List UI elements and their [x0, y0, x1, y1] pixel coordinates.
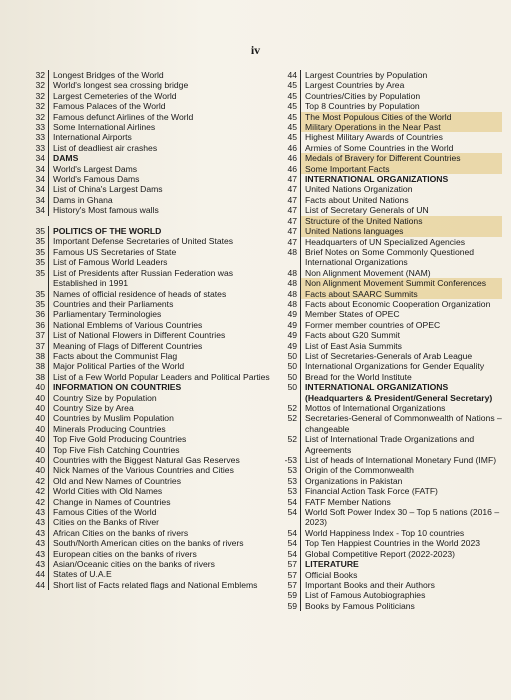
toc-entry-title: Names of official residence of heads of states	[48, 289, 270, 299]
toc-entry-title: Countries/Cities by Population	[300, 91, 502, 101]
toc-page-number: 54	[287, 527, 297, 538]
toc-page-number: 36	[35, 319, 45, 330]
toc-entry-title: Change in Names of Countries	[48, 497, 270, 507]
toc-page-number: 43	[35, 559, 45, 570]
toc-entry-title: Financial Action Task Force (FATF)	[300, 486, 502, 496]
toc-entry	[30, 132, 270, 142]
toc-section-heading	[282, 174, 502, 184]
toc-page-number: 38	[35, 371, 45, 382]
toc-entry-title: Major Political Parties of the World	[48, 361, 270, 371]
toc-entry	[30, 289, 270, 299]
toc-entry-title: Brief Notes on Some Commonly Questioned International Organizations	[300, 247, 502, 268]
toc-entry-title: List of heads of International Monetary Fund (IMF)	[300, 455, 502, 465]
toc-entry-title: Longest Bridges of the World	[48, 70, 270, 80]
toc-entry-title: List of International Trade Organizations and Agreements	[300, 434, 502, 455]
toc-entry-title: Books by Famous Politicians	[300, 601, 502, 611]
toc-entry-title: World's Famous Dams	[48, 174, 270, 184]
toc-page-number: 53	[287, 465, 297, 476]
toc-entry-title: Origin of the Commonwealth	[300, 465, 502, 475]
toc-page-number: 44	[35, 569, 45, 580]
toc-entry	[282, 434, 502, 455]
toc-page-number: 35	[35, 298, 45, 309]
toc-page-number: 59	[287, 600, 297, 611]
toc-page-number: 50	[287, 361, 297, 372]
toc-page-number: 47	[287, 215, 297, 226]
toc-entry	[282, 278, 502, 288]
page-number: iv	[250, 43, 261, 57]
toc-entry	[282, 289, 502, 299]
toc-entry-title: United Nations Organization	[300, 184, 502, 194]
toc-entry-title: Former member countries of OPEC	[300, 320, 502, 330]
toc-entry	[30, 476, 270, 486]
toc-entry-title: National Emblems of Various Countries	[48, 320, 270, 330]
toc-entry-title: Some International Airlines	[48, 122, 270, 132]
toc-entry-title: List of National Flowers in Different Countries	[48, 330, 270, 340]
toc-page-number: 40	[35, 423, 45, 434]
toc-page-number: 49	[287, 319, 297, 330]
toc-page-number: 40	[35, 434, 45, 445]
toc-entry	[282, 341, 502, 351]
toc-entry-title: World's Largest Dams	[48, 164, 270, 174]
toc-page-number: 47	[287, 184, 297, 195]
toc-entry-title: Country Size by Area	[48, 403, 270, 413]
toc-entry-title: List of Secretaries-Generals of Arab League	[300, 351, 502, 361]
toc-page-number: 32	[35, 111, 45, 122]
toc-entry-title: Some Important Facts	[300, 164, 502, 174]
toc-page-number: 35	[35, 288, 45, 299]
toc-entry-title: History's Most famous walls	[48, 205, 270, 215]
toc-entry-title: Facts about SAARC Summits	[300, 289, 502, 299]
toc-entry-title: Facts about G20 Summit	[300, 330, 502, 340]
toc-page-number: 57	[287, 569, 297, 580]
toc-entry-title: Top Five Fish Catching Countries	[48, 445, 270, 455]
toc-page-number: 37	[35, 340, 45, 351]
toc-entry-title: Largest Cemeteries of the World	[48, 91, 270, 101]
toc-page-number: 52	[287, 413, 297, 424]
toc-page-number: 40	[35, 382, 45, 393]
toc-entry-title: Cities on the Banks of River	[48, 517, 270, 527]
toc-page-number: 40	[35, 413, 45, 424]
toc-entry-title: INTERNATIONAL ORGANIZATIONS	[300, 174, 502, 184]
toc-entry-title: INFORMATION ON COUNTRIES	[48, 382, 270, 392]
toc-entry	[282, 476, 502, 486]
toc-entry-title: List of Presidents after Russian Federation was Established in 1991	[48, 268, 270, 289]
toc-page-number: 53	[287, 486, 297, 497]
toc-entry-title: World Happiness Index - Top 10 countries	[300, 528, 502, 538]
toc-entry-title: Global Competitive Report (2022-2023)	[300, 549, 502, 559]
toc-entry-title: Top 8 Countries by Population	[300, 101, 502, 111]
toc-entry-title: Armies of Some Countries in the World	[300, 143, 502, 153]
toc-entry	[30, 80, 270, 90]
toc-entry-title: International Airports	[48, 132, 270, 142]
toc-entry	[30, 309, 270, 319]
toc-entry-title: Important Books and their Authors	[300, 580, 502, 590]
toc-page-number: 45	[287, 101, 297, 112]
toc-entry-title: Nick Names of the Various Countries and Cities	[48, 465, 270, 475]
toc-page-number: 54	[287, 496, 297, 507]
toc-entry	[282, 237, 502, 247]
toc-entry	[30, 413, 270, 423]
toc-page-number: 48	[287, 267, 297, 278]
toc-entry-title: Asian/Oceanic cities on the banks of rivers	[48, 559, 270, 569]
toc-page-number: 40	[35, 392, 45, 403]
toc-entry-title: International Organizations for Gender Equality	[300, 361, 502, 371]
toc-section-heading	[30, 226, 270, 236]
toc-entry	[282, 164, 502, 174]
toc-entry-title: LITERATURE	[300, 559, 502, 569]
toc-page-number: 42	[35, 475, 45, 486]
toc-entry-title: South/North American cities on the banks of rivers	[48, 538, 270, 548]
toc-entry	[282, 91, 502, 101]
toc-entry	[30, 372, 270, 382]
toc-entry-title: Minerals Producing Countries	[48, 424, 270, 434]
toc-entry-title: Official Books	[300, 570, 502, 580]
toc-entry	[282, 497, 502, 507]
toc-page-number: 35	[35, 236, 45, 247]
toc-entry	[282, 580, 502, 590]
toc-entry	[30, 580, 270, 590]
toc-page-number: 54	[287, 507, 297, 518]
toc-entry	[282, 205, 502, 215]
toc-entry	[30, 507, 270, 517]
toc-entry-title: African Cities on the banks of rivers	[48, 528, 270, 538]
toc-entry	[30, 320, 270, 330]
toc-entry	[30, 361, 270, 371]
toc-entry	[30, 455, 270, 465]
toc-entry-title: List of Famous World Leaders	[48, 257, 270, 267]
toc-entry	[282, 507, 502, 528]
toc-page-number: 47	[287, 174, 297, 185]
toc-entry	[30, 195, 270, 205]
toc-entry-title: Highest Military Awards of Countries	[300, 132, 502, 142]
toc-entry	[30, 257, 270, 267]
toc-entry	[30, 112, 270, 122]
toc-entry	[282, 361, 502, 371]
toc-entry-title: Structure of the United Nations	[300, 216, 502, 226]
toc-page-number: 49	[287, 340, 297, 351]
toc-page-number: 43	[35, 538, 45, 549]
toc-entry	[282, 403, 502, 413]
toc-page-number: 34	[35, 174, 45, 185]
toc-page-number: 40	[35, 455, 45, 466]
toc-page-number: 34	[35, 163, 45, 174]
toc-page-number: 35	[35, 267, 45, 278]
toc-entry	[282, 549, 502, 559]
toc-entry	[282, 455, 502, 465]
toc-page-number: 52	[287, 434, 297, 445]
toc-entry	[282, 122, 502, 132]
toc-entry	[30, 497, 270, 507]
toc-page-number: 40	[35, 444, 45, 455]
toc-entry	[282, 330, 502, 340]
toc-section-heading	[282, 559, 502, 569]
toc-entry	[30, 538, 270, 548]
toc-page-number: 43	[35, 517, 45, 528]
toc-entry	[282, 143, 502, 153]
toc-entry-title: Headquarters of UN Specialized Agencies	[300, 237, 502, 247]
toc-entry-title: Countries by Muslim Population	[48, 413, 270, 423]
toc-left-column	[30, 70, 270, 590]
toc-page-number: 54	[287, 548, 297, 559]
toc-entry	[282, 153, 502, 163]
toc-entry-title: World's longest sea crossing bridge	[48, 80, 270, 90]
toc-entry-title: Countries and their Parliaments	[48, 299, 270, 309]
toc-entry	[30, 403, 270, 413]
toc-entry-title: List of a Few World Popular Leaders and Political Parties	[48, 372, 270, 382]
toc-entry	[282, 570, 502, 580]
toc-entry-title: List of Famous Autobiographies	[300, 590, 502, 600]
toc-page-number: 40	[35, 465, 45, 476]
toc-entry-title: Bread for the World Institute	[300, 372, 502, 382]
toc-entry	[30, 91, 270, 101]
toc-page-number: 33	[35, 142, 45, 153]
toc-entry-title: Medals of Bravery for Different Countries	[300, 153, 502, 163]
toc-entry	[282, 101, 502, 111]
toc-entry-title: Country Size by Population	[48, 393, 270, 403]
toc-entry	[282, 80, 502, 90]
toc-entry	[30, 299, 270, 309]
toc-entry	[282, 590, 502, 600]
toc-entry-title: FATF Member Nations	[300, 497, 502, 507]
toc-page-number: 34	[35, 194, 45, 205]
toc-entry-title: Dams in Ghana	[48, 195, 270, 205]
toc-entry-title: Short list of Facts related flags and National Emblems	[48, 580, 270, 590]
toc-entry-title: Important Defense Secretaries of United States	[48, 236, 270, 246]
toc-entry	[282, 70, 502, 80]
toc-page-number: 32	[35, 90, 45, 101]
toc-page-number: 32	[35, 80, 45, 91]
toc-page-number: -53	[284, 455, 297, 466]
toc-entry-title: Member States of OPEC	[300, 309, 502, 319]
toc-entry	[282, 465, 502, 475]
toc-entry	[282, 372, 502, 382]
toc-entry	[282, 132, 502, 142]
toc-entry	[30, 549, 270, 559]
toc-entry-title: Organizations in Pakistan	[300, 476, 502, 486]
toc-entry-title: POLITICS OF THE WORLD	[48, 226, 270, 236]
toc-entry	[30, 569, 270, 579]
toc-page-number: 44	[287, 70, 297, 80]
toc-page-number: 34	[35, 153, 45, 164]
toc-entry	[30, 341, 270, 351]
toc-entry	[30, 101, 270, 111]
toc-page-number: 45	[287, 132, 297, 143]
toc-page-number: 46	[287, 153, 297, 164]
toc-entry-title: United Nations languages	[300, 226, 502, 236]
toc-entry-title: Facts about United Nations	[300, 195, 502, 205]
toc-page-number: 45	[287, 90, 297, 101]
toc-entry	[30, 70, 270, 80]
toc-entry	[30, 528, 270, 538]
toc-entry-title: World Soft Power Index 30 – Top 5 nations (2016 – 2023)	[300, 507, 502, 528]
toc-page-number: 34	[35, 205, 45, 216]
toc-entry-title: Top Ten Happiest Countries in the World 2023	[300, 538, 502, 548]
toc-page-number: 49	[287, 330, 297, 341]
toc-entry	[30, 486, 270, 496]
toc-entry	[30, 434, 270, 444]
toc-entry-title: European cities on the banks of rivers	[48, 549, 270, 559]
toc-page-number: 47	[287, 236, 297, 247]
toc-entry	[30, 184, 270, 194]
toc-page-number: 45	[287, 122, 297, 133]
toc-page-number: 46	[287, 142, 297, 153]
toc-page-number: 33	[35, 122, 45, 133]
toc-entry	[282, 413, 502, 434]
toc-entry	[282, 216, 502, 226]
toc-entry-title: The Most Populous Cities of the World	[300, 112, 502, 122]
toc-entry-title: Famous defunct Airlines of the World	[48, 112, 270, 122]
toc-entry	[30, 393, 270, 403]
toc-entry	[30, 424, 270, 434]
toc-page-number: 49	[287, 309, 297, 320]
toc-entry	[282, 226, 502, 236]
toc-page-number: 43	[35, 507, 45, 518]
toc-entry	[282, 320, 502, 330]
toc-entry-title: Countries with the Biggest Natural Gas Reserves	[48, 455, 270, 465]
toc-entry	[282, 299, 502, 309]
toc-entry-title: Non Alignment Movement (NAM)	[300, 268, 502, 278]
toc-entry-title: List of China's Largest Dams	[48, 184, 270, 194]
toc-entry	[30, 465, 270, 475]
toc-spacer	[30, 216, 270, 226]
toc-entry-title: Famous Palaces of the World	[48, 101, 270, 111]
toc-entry-title: List of Secretary Generals of UN	[300, 205, 502, 215]
toc-page-number: 57	[287, 559, 297, 570]
toc-entry	[30, 143, 270, 153]
toc-entry	[30, 559, 270, 569]
toc-entry	[30, 330, 270, 340]
toc-page-number: 37	[35, 330, 45, 341]
toc-page-number: 32	[35, 101, 45, 112]
toc-section-heading	[30, 382, 270, 392]
toc-page-number: 47	[287, 226, 297, 237]
toc-page-number: 40	[35, 402, 45, 413]
toc-entry-title: List of deadliest air crashes	[48, 143, 270, 153]
toc-page-number: 42	[35, 496, 45, 507]
toc-entry-title: States of U.A.E	[48, 569, 270, 579]
toc-page-number: 48	[287, 288, 297, 299]
toc-page-number: 42	[35, 486, 45, 497]
toc-entry	[30, 174, 270, 184]
toc-entry	[282, 247, 502, 268]
toc-page-number: 33	[35, 132, 45, 143]
toc-page-number: 59	[287, 590, 297, 601]
toc-page-number: 46	[287, 163, 297, 174]
toc-page-number: 50	[287, 350, 297, 361]
toc-entry-title: Facts about Economic Cooperation Organization	[300, 299, 502, 309]
toc-page-number: 47	[287, 205, 297, 216]
toc-page-number: 47	[287, 194, 297, 205]
toc-entry-title: List of East Asia Summits	[300, 341, 502, 351]
toc-entry	[282, 112, 502, 122]
toc-entry	[30, 164, 270, 174]
toc-page-number: 36	[35, 309, 45, 320]
toc-entry	[282, 268, 502, 278]
toc-entry	[30, 268, 270, 289]
toc-entry-title: Parliamentary Terminologies	[48, 309, 270, 319]
toc-entry-title: DAMS	[48, 153, 270, 163]
toc-entry-title: INTERNATIONAL ORGANIZATIONS (Headquarters & President/General Secretary)	[300, 382, 502, 403]
toc-page-number: 43	[35, 527, 45, 538]
toc-entry-title: Largest Countries by Population	[300, 70, 502, 80]
toc-page-number: 45	[287, 111, 297, 122]
toc-page-number: 48	[287, 298, 297, 309]
toc-entry-title: Meaning of Flags of Different Countries	[48, 341, 270, 351]
toc-entry-title: World Cities with Old Names	[48, 486, 270, 496]
toc-entry	[282, 195, 502, 205]
toc-entry	[30, 122, 270, 132]
toc-page-number: 50	[287, 371, 297, 382]
toc-page-number: 35	[35, 226, 45, 237]
toc-page-number: 45	[287, 80, 297, 91]
toc-page-number: 48	[287, 278, 297, 289]
toc-entry	[282, 309, 502, 319]
toc-page-number: 54	[287, 538, 297, 549]
toc-page-number: 50	[287, 382, 297, 393]
toc-section-heading	[30, 153, 270, 163]
toc-entry-title: Top Five Gold Producing Countries	[48, 434, 270, 444]
toc-page-number: 35	[35, 246, 45, 257]
toc-page-number: 35	[35, 257, 45, 268]
toc-page-number: 43	[35, 548, 45, 559]
toc-entry-title: Mottos of International Organizations	[300, 403, 502, 413]
toc-entry-title: Facts about the Communist Flag	[48, 351, 270, 361]
toc-entry	[30, 351, 270, 361]
toc-entry-title: Famous Cities of the World	[48, 507, 270, 517]
toc-entry-title: Military Operations in the Near Past	[300, 122, 502, 132]
toc-page-number: 38	[35, 361, 45, 372]
toc-page-number: 52	[287, 403, 297, 413]
toc-entry	[282, 538, 502, 548]
toc-page-number: 32	[35, 70, 45, 80]
toc-entry-title: Non Alignment Movement Summit Conferences	[300, 278, 502, 288]
toc-entry	[30, 247, 270, 257]
toc-entry-title: Famous US Secretaries of State	[48, 247, 270, 257]
toc-entry	[30, 205, 270, 215]
toc-entry-title: Largest Countries by Area	[300, 80, 502, 90]
toc-entry	[282, 528, 502, 538]
toc-page-number: 57	[287, 579, 297, 590]
toc-entry-title: Old and New Names of Countries	[48, 476, 270, 486]
toc-entry-title: Secretaries-General of Commonwealth of Nations – changeable	[300, 413, 502, 434]
toc-page-number: 34	[35, 184, 45, 195]
toc-entry	[30, 236, 270, 246]
toc-entry	[282, 184, 502, 194]
toc-entry	[30, 445, 270, 455]
toc-page-number: 48	[287, 246, 297, 257]
toc-page-number: 38	[35, 350, 45, 361]
toc-entry	[282, 486, 502, 496]
toc-entry	[282, 351, 502, 361]
toc-section-heading	[282, 382, 502, 403]
toc-page-number: 44	[35, 579, 45, 590]
toc-entry	[282, 601, 502, 611]
toc-entry	[30, 517, 270, 527]
toc-right-column	[282, 70, 502, 611]
toc-page-number: 53	[287, 475, 297, 486]
